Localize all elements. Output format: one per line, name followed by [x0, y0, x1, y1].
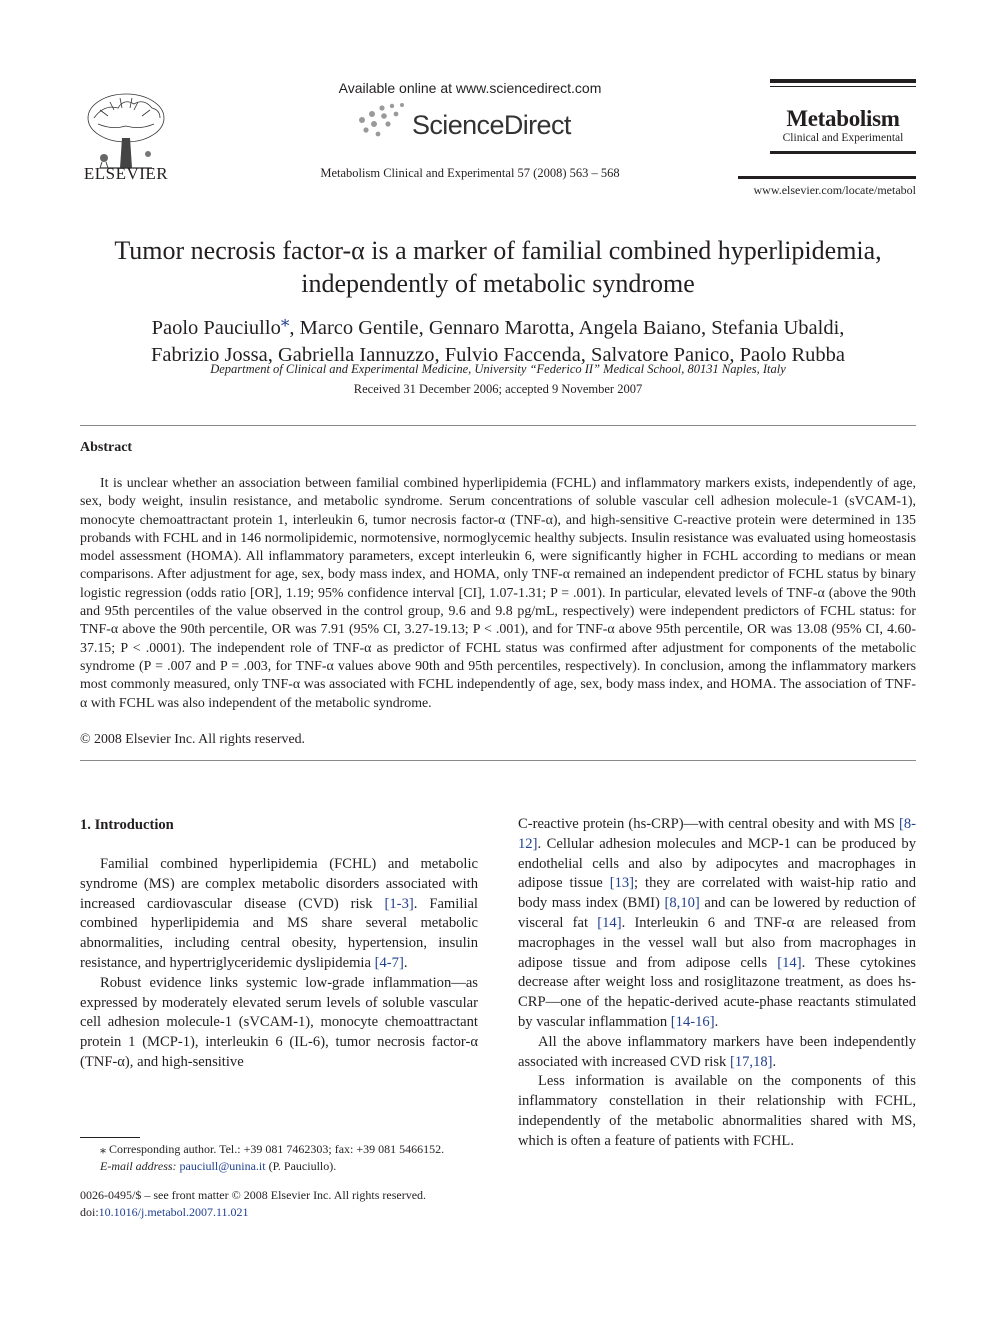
- journal-citation: Metabolism Clinical and Experimental 57 (2008) 563 – 568: [320, 166, 620, 180]
- author-names: , Marco Gentile, Gennaro Marotta, Angela Baiano, Stefania Ubaldi,: [289, 316, 845, 339]
- left-column: [80, 855, 478, 1073]
- journal-name: Metabolism: [786, 106, 900, 131]
- journal-banner-rule: [738, 176, 916, 179]
- intro-paragraph: C-reactive protein (hs-CRP)—with central obesity and with MS [8-12]. Cellular adhesion molecules and MCP-1 can be produced by endothelial cells and also by adipocytes and macrophages in adipose tissue [13]; they are correlated with waist-hip ratio and body mass index (BMI) [8,10] and can be lowered by reduction of visceral fat [14]. Interleukin 6 and TNF-α are released from macrophages in the vessel wall but also from macrophages in adipose tissue and from adipose cells [14]. These cytokines decrease after weight loss and rosiglitazone treatment, as does hs-CRP—one of the hepatic-derived acute-phase reactants stimulated by vascular inflammation [14-16].: [518, 816, 916, 1030]
- email-label: E-mail address:: [100, 1159, 177, 1173]
- issn-line: 0026-0495/$ – see front matter © 2008 Elsevier Inc. All rights reserved. doi:10.1016/j.metabol.2007.11.021: [80, 1187, 478, 1221]
- article-title-line: Tumor necrosis factor-α is a marker of familial combined hyperlipidemia,: [114, 236, 882, 265]
- email-link[interactable]: pauciull@unina.it: [179, 1159, 266, 1173]
- author-name[interactable]: Paolo Pauciullo: [151, 316, 281, 339]
- corresponding-author-marker[interactable]: ⁎: [280, 311, 290, 330]
- reference-link[interactable]: [4-7]: [374, 954, 404, 971]
- journal-banner-rule: [770, 79, 916, 83]
- reference-link[interactable]: [14-16]: [670, 1013, 715, 1030]
- journal-subtitle: Clinical and Experimental: [782, 132, 904, 144]
- article-title-line: independently of metabolic syndrome: [301, 269, 695, 298]
- sciencedirect-wordmark[interactable]: ScienceDirect: [412, 110, 571, 140]
- reference-link[interactable]: [8,10]: [664, 895, 700, 912]
- received-dates: Received 31 December 2006; accepted 9 November 2007: [353, 382, 643, 396]
- intro-paragraph: All the above inflammatory markers have been independently associated with increased CVD risk [17,18].: [518, 1033, 916, 1070]
- introduction-heading: 1. Introduction: [80, 817, 174, 833]
- author-list: [80, 307, 916, 369]
- abstract-text: It is unclear whether an association between familial combined hyperlipidemia (FCHL) and inflammatory markers exists, independently of age, sex, body weight, insulin resistance, and metabolic syndrome. Serum concentrations of soluble vascular cell adhesion molecule-1 (sVCAM-1), monocyte chemoattractant protein 1, interleukin 6, tumor necrosis factor-α (TNF-α), and high-sensitive C-reactive protein were determined in 135 probands with FCHL and in 146 normolipidemic, normotensive, normoglycemic healthy subjects. Insulin resistance was evaluated using homeostasis model assessment (HOMA). All inflammatory parameters, except interleukin 6, were significantly higher in FCHL according to medians or mean comparisons. After adjustment for age, sex, body mass index, and HOMA, only TNF-α remained an independent predictor of FCHL status by binary logistic regression (odds ratio [OR], 1.19; 95% confidence interval [CI], 1.07-1.31; P = .001). In particular, elevated levels of TNF-α (above the 90th and 95th percentiles of the value observed in the control group, 9.6 and 9.8 pg/mL, respectively) were independent predictors of FCHL status: for TNF-α above the 90th percentile, OR was 7.91 (95% CI, 3.27-19.13; P < .001), and for TNF-α above 95th percentile, OR was 13.08 (95% CI, 4.60-37.15; P < .0001). The independent role of TNF-α as predictor of FCHL status was confirmed after adjustment for components of the metabolic syndrome (P = .007 and P = .003, for TNF-α values above 90th and 95th percentiles, respectively). In conclusion, among the inflammatory markers most commonly measured, only TNF-α was associated with FCHL independently of age, sex, body mass index, and HOMA. The association of TNF-α with FCHL was also independent of the metabolic syndrome.: [80, 476, 916, 711]
- front-matter-text: 0026-0495/$ – see front matter © 2008 Elsevier Inc. All rights reserved.: [80, 1188, 427, 1202]
- author-names: Fabrizio Jossa, Gabriella Iannuzzo, Fulvio Faccenda, Salvatore Panico, Paolo Rubba: [151, 343, 845, 366]
- right-column: [518, 815, 916, 1152]
- section-divider: [80, 760, 916, 761]
- reference-link[interactable]: [14]: [597, 914, 622, 931]
- corresponding-author-footnote: ⁎ Corresponding author. Tel.: +39 081 7462303; fax: +39 081 5466152. E-mail address: pauciull@unina.it (P. Pauciullo).: [100, 1142, 445, 1173]
- reference-link[interactable]: [17,18]: [729, 1053, 773, 1070]
- section-divider: [80, 425, 916, 426]
- footnote-marker: ⁎: [100, 1142, 106, 1156]
- intro-paragraph: Robust evidence links systemic low-grade inflammation—as expressed by moderately elevated serum levels of soluble vascular cell adhesion molecule-1 (sVCAM-1), monocyte chemoattractant protein 1 (MCP-1), interleukin 6 (IL-6), tumor necrosis factor-α (TNF-α), and high-sensitive: [80, 974, 478, 1070]
- reference-link[interactable]: [8-12]: [518, 816, 916, 852]
- journal-banner-rule: [770, 151, 916, 154]
- journal-url-link[interactable]: www.elsevier.com/locate/metabol: [753, 183, 916, 197]
- abstract-copyright: © 2008 Elsevier Inc. All rights reserved.: [80, 732, 306, 747]
- reference-link[interactable]: [13]: [609, 875, 635, 892]
- intro-paragraph: Familial combined hyperlipidemia (FCHL) and metabolic syndrome (MS) are complex metabolic disorders associated with increased cardiovascular disease (CVD) risk [1-3]. Familial combined hyperlipidemia and MS share several metabolic abnormalities, including central obesity, hypertension, insulin resistance, and hypertriglyceridemic dyslipidemia [4-7].: [80, 856, 478, 971]
- abstract-heading: Abstract: [80, 440, 133, 455]
- journal-banner-rule: [770, 86, 916, 87]
- reference-link[interactable]: [1-3]: [384, 895, 414, 912]
- available-online-text[interactable]: Available online at www.sciencedirect.com: [338, 80, 602, 96]
- publisher-name: ELSEVIER: [83, 164, 169, 183]
- author-affiliation: Department of Clinical and Experimental Medicine, University “Federico II” Medical School, 80131 Naples, Italy: [210, 362, 786, 376]
- intro-paragraph: Less information is available on the components of this inflammatory constellation in their relationship with FCHL, independently of the metabolic abnormalities shared with MS, which is often a feature of patients with FCHL.: [518, 1073, 916, 1149]
- footnote-rule: [80, 1137, 140, 1138]
- doi-link[interactable]: 10.1016/j.metabol.2007.11.021: [98, 1205, 249, 1219]
- reference-link[interactable]: [14]: [777, 954, 802, 971]
- article-title: [60, 234, 936, 300]
